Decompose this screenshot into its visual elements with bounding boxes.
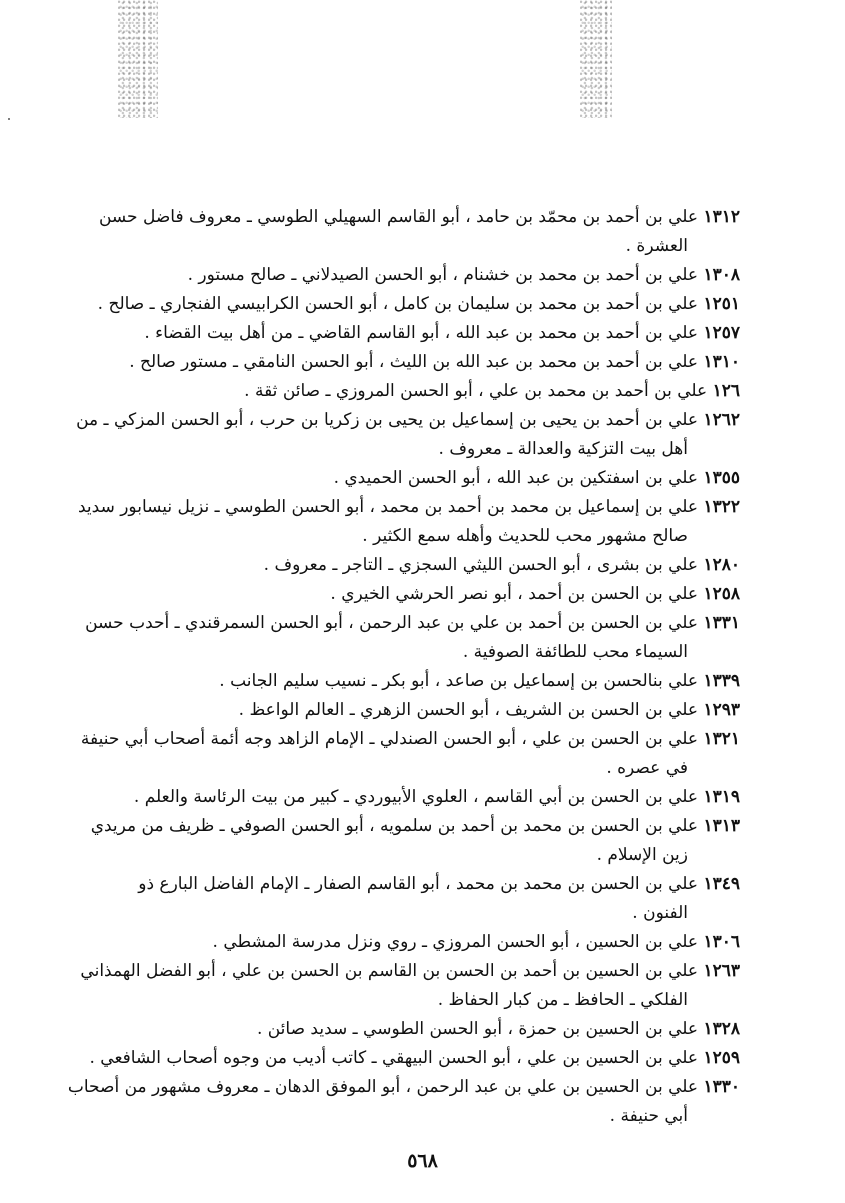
entry-text: علي بن أحمد بن محمد بن علي ، أبو الحسن المروزي ـ صائن ثقة .	[244, 381, 708, 401]
entry-text: علي بن أحمد بن محمد بن عبد الله ، أبو القاسم القاضي ـ من أهل بيت القضاء .	[144, 323, 699, 343]
entry-number: ١٣٤٩	[703, 874, 740, 894]
entry	[76, 406, 740, 464]
entry-text: علي بن الحسين بن علي ، أبو الحسن البيهقي ـ كاتب أديب من وجوه أصحاب الشافعي .	[89, 1048, 699, 1068]
entry	[108, 580, 740, 609]
entry-text: علي بن إسماعيل بن محمد بن أحمد بن محمد ، أبو الحسن الطوسي ـ نزيل نيسابور سديد	[78, 497, 699, 517]
entry-continuation: السيماء محب للطائفة الصوفية .	[462, 642, 688, 662]
entry	[90, 812, 740, 870]
entry-text: علي بن أحمد بن محمد بن خشنام ، أبو الحسن الصيدلاني ـ صالح مستور .	[187, 265, 699, 285]
entry-continuation: صالح مشهور محب للحديث وأهله سمع الكثير .	[362, 526, 688, 546]
entry	[108, 928, 740, 957]
entry	[67, 1073, 740, 1131]
entry	[108, 783, 740, 812]
entry-continuation: العشرة .	[625, 236, 688, 256]
scan-noise-right	[580, 0, 612, 118]
entry-number: ١٣٥٥	[703, 468, 740, 488]
entry-number: ١٣٢٢	[703, 497, 740, 517]
entry-text: علي بن الحسن بن علي ، أبو الحسن الصندلي ـ الإمام الزاهد وجه أئمة أصحاب أبي حنيفة	[80, 729, 699, 749]
entry-number: ١٣٠٨	[703, 265, 740, 285]
entry	[80, 725, 740, 783]
entry-text: علي بنالحسن بن إسماعيل بن صاعد ، أبو بكر ـ نسيب سليم الجانب .	[219, 671, 699, 691]
entry-continuation: أهل بيت التزكية والعدالة ـ معروف .	[438, 439, 688, 459]
entry	[108, 696, 740, 725]
entry-list	[67, 203, 740, 1131]
entry	[108, 667, 740, 696]
entry-continuation: الفنون .	[632, 903, 688, 923]
entry-number: ١٢٥٧	[703, 323, 740, 343]
entry-text: علي بن بشرى ، أبو الحسن الليثي السجزي ـ التاجر ـ معروف .	[263, 555, 699, 575]
entry-number: ١٣٢١	[703, 729, 740, 749]
entry-text: علي بن اسفتكين بن عبد الله ، أبو الحسن الحميدي .	[333, 468, 699, 488]
entry-text: علي بن الحسين بن علي بن عبد الرحمن ، أبو الموفق الدهان ـ معروف مشهور من أصحاب	[67, 1077, 699, 1097]
entry-text: علي بن الحسن بن محمد بن محمد ، أبو القاسم الصفار ـ الإمام الفاضل البارع ذو	[138, 874, 699, 894]
entry	[108, 551, 740, 580]
entry-continuation: الفلكي ـ الحافظ ـ من كبار الحفاظ .	[437, 990, 688, 1010]
entry-text: علي بن الحسين ، أبو الحسن المروزي ـ روي ونزل مدرسة المشطي .	[212, 932, 699, 952]
entry-text: علي بن الحسن بن الشريف ، أبو الحسن الزهري ـ العالم الواعظ .	[238, 700, 699, 720]
entry	[108, 377, 740, 406]
entry-number: ١٣٣٩	[703, 671, 740, 691]
entry-text: علي بن الحسين بن أحمد بن الحسن بن القاسم بن الحسن بن علي ، أبو الفضل الهمذاني	[80, 961, 699, 981]
entry-text: علي بن الحسن بن محمد بن أحمد بن سلمويه ، أبو الحسن الصوفي ـ ظريف من مريدي	[90, 816, 699, 836]
entry	[85, 609, 740, 667]
entry-continuation: زين الإسلام .	[596, 845, 688, 865]
entry-number: ١٣٣١	[703, 613, 740, 633]
entry	[108, 319, 740, 348]
entry	[78, 493, 740, 551]
entry-number: ١٢٥٩	[703, 1048, 740, 1068]
entry-text: علي بن الحسن بن أبي القاسم ، العلوي الأبيوردي ـ كبير من بيت الرئاسة والعلم .	[133, 787, 699, 807]
entry-number: ١٣١٩	[703, 787, 740, 807]
entry-number: ١٢٦	[712, 381, 740, 401]
entry-text: علي بن الحسين بن حمزة ، أبو الحسن الطوسي ـ سديد صائن .	[256, 1019, 699, 1039]
entry	[89, 1044, 740, 1073]
entry-number: ١٣١٢	[703, 207, 740, 227]
entry-continuation: في عصره .	[606, 758, 688, 778]
entry	[108, 870, 740, 928]
entry-number: ١٢٨٠	[703, 555, 740, 575]
entry-number: ١٣٠٦	[703, 932, 740, 952]
entry-number: ١٢٩٣	[703, 700, 740, 720]
entry	[108, 348, 740, 377]
entry-text: علي بن الحسن بن أحمد بن علي بن عبد الرحمن ، أبو الحسن السمرقندي ـ أحدب حسن	[85, 613, 699, 633]
scan-noise-left	[118, 0, 158, 118]
entry-number: ١٢٥١	[703, 294, 740, 314]
entry-number: ١٣١٠	[703, 352, 740, 372]
entry-text: علي بن أحمد بن محمّد بن حامد ، أبو القاسم السهيلي الطوسي ـ معروف فاضل حسن	[98, 207, 699, 227]
entry-text: علي بن أحمد بن محمد بن عبد الله بن الليث ، أبو الحسن النامقي ـ مستور صالح .	[129, 352, 699, 372]
entry-text: علي بن أحمد بن محمد بن سليمان بن كامل ، أبو الحسن الكرابيسي الفنجاري ـ صالح .	[97, 294, 699, 314]
entry	[98, 203, 740, 261]
entry-continuation: أبي حنيفة .	[609, 1106, 688, 1126]
entry	[108, 464, 740, 493]
entry-number: ١٣١٣	[703, 816, 740, 836]
entry-number: ١٣٢٨	[703, 1019, 740, 1039]
page-number: ٥٦٨	[407, 1150, 438, 1172]
entry	[80, 957, 740, 1015]
entry	[97, 290, 740, 319]
entry	[108, 261, 740, 290]
entry-number: ١٢٦٣	[703, 961, 740, 981]
entry	[108, 1015, 740, 1044]
entry-text: علي بن الحسن بن أحمد ، أبو نصر الحرشي الخيري .	[330, 584, 699, 604]
entry-text: علي بن أحمد بن يحيى بن إسماعيل بن يحيى بن زكريا بن حرب ، أبو الحسن المزكي ـ من	[76, 410, 699, 430]
scan-speck	[8, 118, 10, 120]
entry-number: ١٢٦٢	[703, 410, 740, 430]
entry-number: ١٢٥٨	[703, 584, 740, 604]
entry-number: ١٣٣٠	[703, 1077, 740, 1097]
